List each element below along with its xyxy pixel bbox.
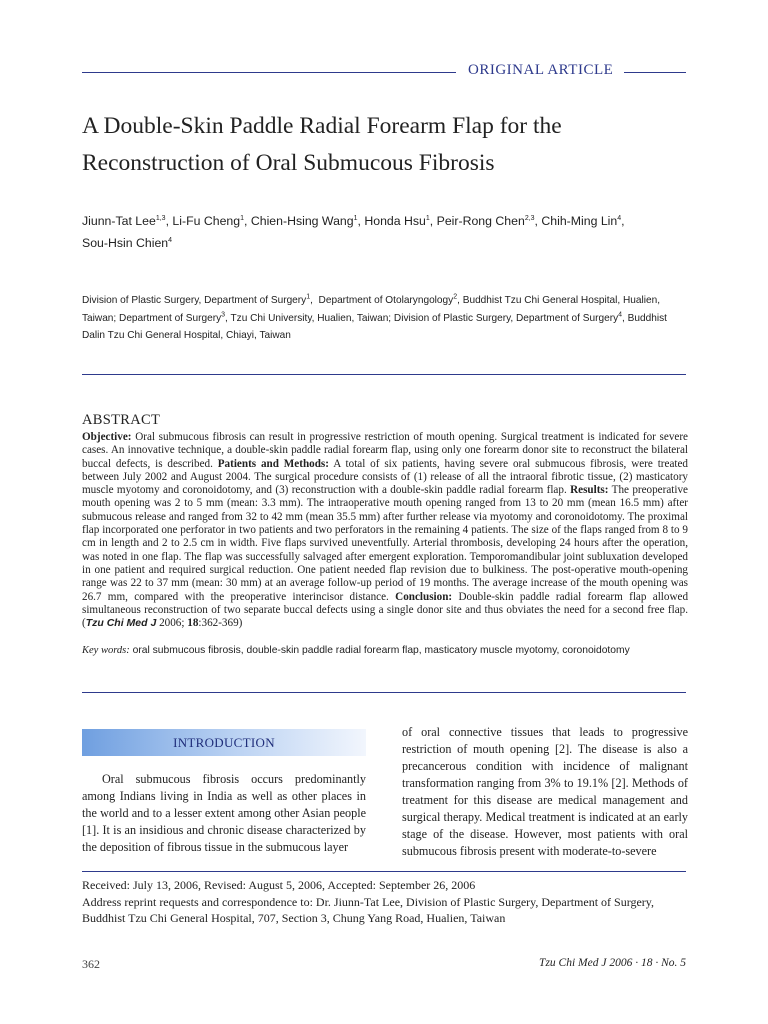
header-rule-right	[624, 72, 686, 73]
received-dates: Received: July 13, 2006, Revised: August 5, 2006, Accepted: September 26, 2006	[82, 878, 476, 892]
abstract-methods-label: Patients and Methods:	[217, 457, 329, 470]
abstract-objective: Oral submucous fibrosis can result in progressive restriction of mouth opening. Surgical treatment is indicated for severe cases. An innovative technique, a double-skin paddle radial forearm flap, using only one forearm donor site to reconstruct the bilateral buccal defects, is described.	[82, 431, 688, 470]
title-line-2: Reconstruction of Oral Submucous Fibrosis	[82, 150, 495, 176]
journal-info: Tzu Chi Med J 2006 · 18 · No. 5	[539, 957, 686, 969]
abstract-results: The preoperative mouth opening was 2 to 5 mm (mean: 3.3 mm). The intraoperative mouth opening ranged from 13 to 20 mm (mean 16.5 mm) after submucous release and ranged from 32 to 42 mm (mean 35.5 mm) after further release via myotomy and coronoidotomy. The proximal flap incorporated one perforator in two patients and two perforators in the remaining 4 patients. The size of the flaps ranged from 8 to 9 cm in length and 2 to 2.5 cm in width. Five flaps survived uneventfully. Arterial thrombosis, developing 24 hours after the operation, was noted in one flap. The flap was successfully salvaged after emergent exploration. Temporomandibular joint subluxation developed in one patient and required surgical reduction. One patient needed flap revision due to bulkiness. The post-operative mouth-opening range was 22 to 37 mm (mean: 30 mm) at an average follow-up period of 19 months. The average increase of the mouth opening was 26.7 mm, compared with the preoperative interincisor distance.	[82, 484, 688, 603]
author-name: Jiunn-Tat Lee	[82, 214, 156, 228]
affiliation-text: Division of Plastic Surgery, Department of Surgery	[82, 295, 307, 306]
keywords	[82, 645, 688, 656]
affiliation-text: Buddhist Tzu Chi General Hospital, Hualien, Taiwan; Department of Surgery	[82, 295, 661, 324]
article-type-label: ORIGINAL ARTICLE	[468, 62, 614, 78]
body-column-left	[82, 771, 366, 856]
section-divider	[82, 692, 686, 693]
author-name: Sou-Hsin Chien	[82, 236, 169, 250]
author-affil-marker: 4	[617, 214, 622, 222]
author-affil-marker: 1,3	[155, 214, 166, 222]
author-list: Jiunn-Tat Lee$^{1,3}$, Li-Fu Cheng$^1$, Chien-Hsing Wang$^1$, Honda Hsu$^1$, Peir-Rong Chen$^{2,3}$, Chih-Ming Lin$^4$, Sou-Hsin Chien$^4$	[82, 214, 625, 250]
article-title	[82, 108, 692, 182]
abstract-conclusion-label: Conclusion:	[395, 590, 453, 603]
keywords-label: Key words:	[82, 645, 130, 656]
title-line-1: A Double-Skin Paddle Radial Forearm Flap for the	[82, 113, 562, 139]
page-number: 362	[82, 957, 100, 971]
header-rule-left	[82, 72, 456, 73]
affiliations: Division of Plastic Surgery, Department of Surgery$^1$, Department of Otolaryngology$^2$, Buddhist Tzu Chi General Hospital, Hualien, Taiwan; Department of Surgery$^3$, Tzu Chi University, Hualien, Taiwan; Division of Plastic Surgery, Department of Surgery$^4$, Buddhist Dalin Tzu Chi General Hospital, Chiayi, Taiwan	[82, 293, 667, 341]
introduction-paragraph-continued: of oral connective tissues that leads to progressive restriction of mouth opening [2]. The disease is also a precancerous condition with incidence of malignant transformation ranging from 3% to 19.1% [2]. Methods of treatment for this disease are medical management and surgical therapy. Medical treatment is indicated at an early stage of the disease. However, most patients with oral submucous fibrosis present with moderate-to-severe	[402, 725, 688, 858]
abstract-body	[82, 431, 688, 630]
section-divider	[82, 374, 686, 375]
affiliation-marker: 4	[618, 311, 623, 319]
author-affil-marker: 2,3	[524, 214, 535, 222]
citation-year: 2006;	[156, 617, 188, 630]
author-name: Honda Hsu	[364, 214, 426, 228]
footnote-divider	[82, 871, 686, 872]
introduction-paragraph: Oral submucous fibrosis occurs predominantly among Indians living in India as well as other places in the world and to a lesser extent among other Asian people [1]. It is an insidious and chronic disease characterized by the deposition of fibrous tissue in the submucous layer	[82, 772, 366, 854]
abstract-objective-label: Objective:	[82, 431, 132, 443]
abstract-conclusion: Double-skin paddle radial forearm flap allowed simultaneous reconstruction of two separate buccal defects using a single donor site and thus obviates the need for a second free flap. (	[82, 590, 689, 630]
abstract-heading: ABSTRACT	[82, 412, 161, 428]
author-affil-marker: 1	[353, 214, 358, 222]
author-name: Chih-Ming Lin	[541, 214, 618, 228]
abstract-results-label: Results:	[570, 484, 609, 497]
citation-volume: 18	[187, 617, 199, 630]
affiliation-marker: 2	[453, 293, 458, 301]
affiliation-text: Department of Otolaryngology	[318, 295, 454, 306]
abstract-methods: A total of six patients, having severe oral submucous fibrosis, were treated between July 2002 and August 2004. The surgical procedure consists of (1) release of all the intraoral fibrotic tissue, (2) masticatory muscle myotomy and coronoidotomy, and (3) reconstruction with a double-skin paddle radial forearm flap.	[82, 457, 689, 497]
body-column-right	[402, 724, 688, 860]
correspondence-address: Address reprint requests and correspondence to: Dr. Jiunn-Tat Lee, Division of Plastic Surgery, Department of Surgery, Buddhist Tzu Chi General Hospital, 707, Section 3, Chung Yang Road, Hualien, Taiwan	[82, 894, 655, 925]
author-name: Chien-Hsing Wang	[250, 214, 354, 228]
author-affil-marker: 1	[240, 214, 244, 222]
affiliation-text: Tzu Chi University, Hualien, Taiwan; Division of Plastic Surgery, Department of Surgery	[230, 312, 619, 324]
author-affil-marker: 4	[168, 236, 173, 244]
introduction-heading: INTRODUCTION	[173, 734, 275, 750]
affiliation-marker: 1	[306, 293, 311, 301]
citation-pages: :362-369)	[198, 617, 243, 630]
affiliation-text: Buddhist Dalin Tzu Chi General Hospital, Chiayi, Taiwan	[82, 312, 667, 341]
keywords-text: oral submucous fibrosis, double-skin paddle radial forearm flap, masticatory muscle myotomy, coronoidotomy	[132, 645, 630, 656]
received-info	[82, 877, 688, 927]
citation-journal: Tzu Chi Med J	[85, 617, 157, 630]
introduction-heading-box	[82, 729, 366, 756]
author-affil-marker: 1	[425, 214, 430, 222]
author-name: Li-Fu Cheng	[172, 214, 241, 228]
author-name: Peir-Rong Chen	[436, 214, 525, 228]
affiliation-marker: 3	[221, 311, 226, 319]
